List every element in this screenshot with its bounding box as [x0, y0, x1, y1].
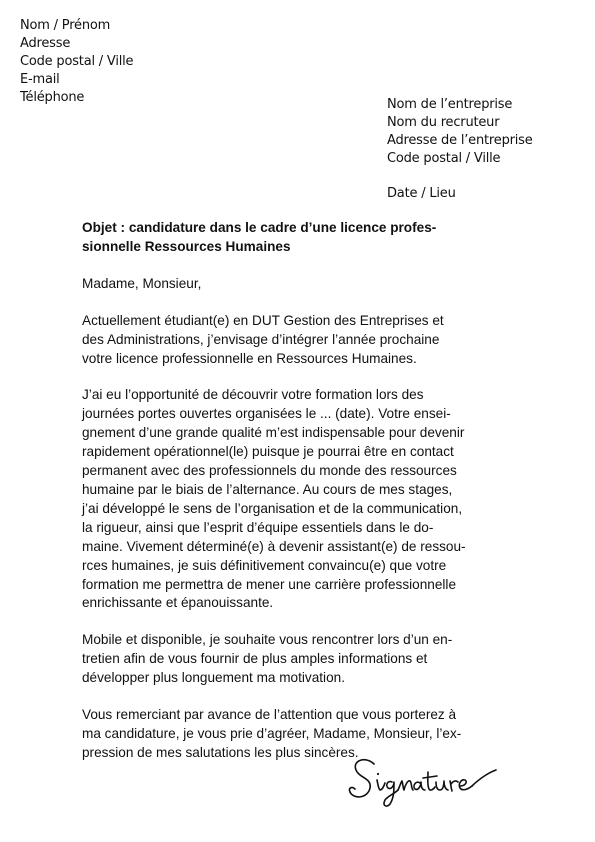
recipient-recruiter: Nom du recruteur	[387, 115, 500, 130]
paragraph-line: développer plus longuement ma motivation.	[82, 670, 345, 686]
paragraph-line: Vous remerciant par avance de l’attention que vous porterez à	[82, 707, 457, 723]
paragraph-motivation	[82, 386, 512, 613]
paragraph-line: des Administrations, j’envisage d’intégrer l’année prochaine	[82, 331, 440, 347]
recipient-block	[387, 96, 533, 168]
subject-line-2: sionnelle Ressources Humaines	[82, 238, 291, 254]
paragraph-line: pression de mes salutations les plus sincères.	[82, 744, 359, 760]
paragraph-line: tretien afin de vous fournir de plus amples informations et	[82, 651, 428, 667]
paragraph-availability	[82, 631, 512, 688]
letter-body	[82, 219, 512, 763]
subject-line	[82, 219, 512, 257]
sender-block	[20, 17, 133, 107]
recipient-company: Nom de l’entreprise	[387, 97, 513, 112]
sender-address: Adresse	[20, 36, 71, 51]
paragraph-line: Mobile et disponible, je souhaite vous rencontrer lors d’un en-	[82, 632, 453, 648]
date-place	[387, 185, 456, 203]
paragraph-line: maine. Vivement déterminé(e) à devenir assistant(e) de ressou-	[82, 538, 466, 554]
date-place-text: Date / Lieu	[387, 186, 456, 201]
sender-phone: Téléphone	[20, 90, 85, 105]
paragraph-intro	[82, 312, 512, 369]
greeting: Madame, Monsieur,	[82, 275, 202, 291]
sender-name: Nom / Prénom	[20, 18, 111, 33]
sender-postal-city: Code postal / Ville	[20, 54, 134, 69]
paragraph-line: J’ai eu l’opportunité de découvrir votre formation lors des	[82, 387, 424, 403]
paragraph-line: rces humaines, je suis définitivement convaincu(e) que votre	[82, 557, 447, 573]
paragraph-line: formation me permettra de mener une carrière professionnelle	[82, 576, 457, 592]
paragraph-line: la rigueur, ainsi que l’esprit d’équipe essentiels dans le do-	[82, 519, 434, 535]
recipient-address: Adresse de l’entreprise	[387, 133, 533, 148]
paragraph-line: Actuellement étudiant(e) en DUT Gestion des Entreprises et	[82, 312, 444, 328]
handwritten-signature	[344, 750, 504, 812]
paragraph-line: journées portes ouvertes organisées le ... (date). Votre ensei-	[82, 406, 451, 422]
paragraph-line: permanent avec des professionnels du monde des ressources	[82, 463, 457, 479]
paragraph-line: enrichissante et épanouissante.	[82, 595, 274, 611]
subject-line-1: Objet : candidature dans le cadre d’une licence profes-	[82, 220, 437, 235]
paragraph-line: gnement d’une grande qualité m’est indispensable pour devenir	[82, 425, 465, 441]
recipient-postal-city: Code postal / Ville	[387, 151, 501, 166]
paragraph-line: humaine par le biais de l’alternance. Au cours de mes stages,	[82, 481, 453, 497]
paragraph-line: j’ai développé le sens de l’organisation et de la communication,	[82, 500, 463, 516]
paragraph-line: rapidement opérationnel(le) puisque je pourrai être en contact	[82, 444, 454, 460]
paragraph-line: ma candidature, je vous prie d’agréer, Madame, Monsieur, l’ex-	[82, 725, 462, 741]
sender-email: E-mail	[20, 72, 60, 87]
signature-drawing	[344, 750, 504, 812]
paragraph-line: votre licence professionnelle en Ressources Humaines.	[82, 350, 417, 366]
